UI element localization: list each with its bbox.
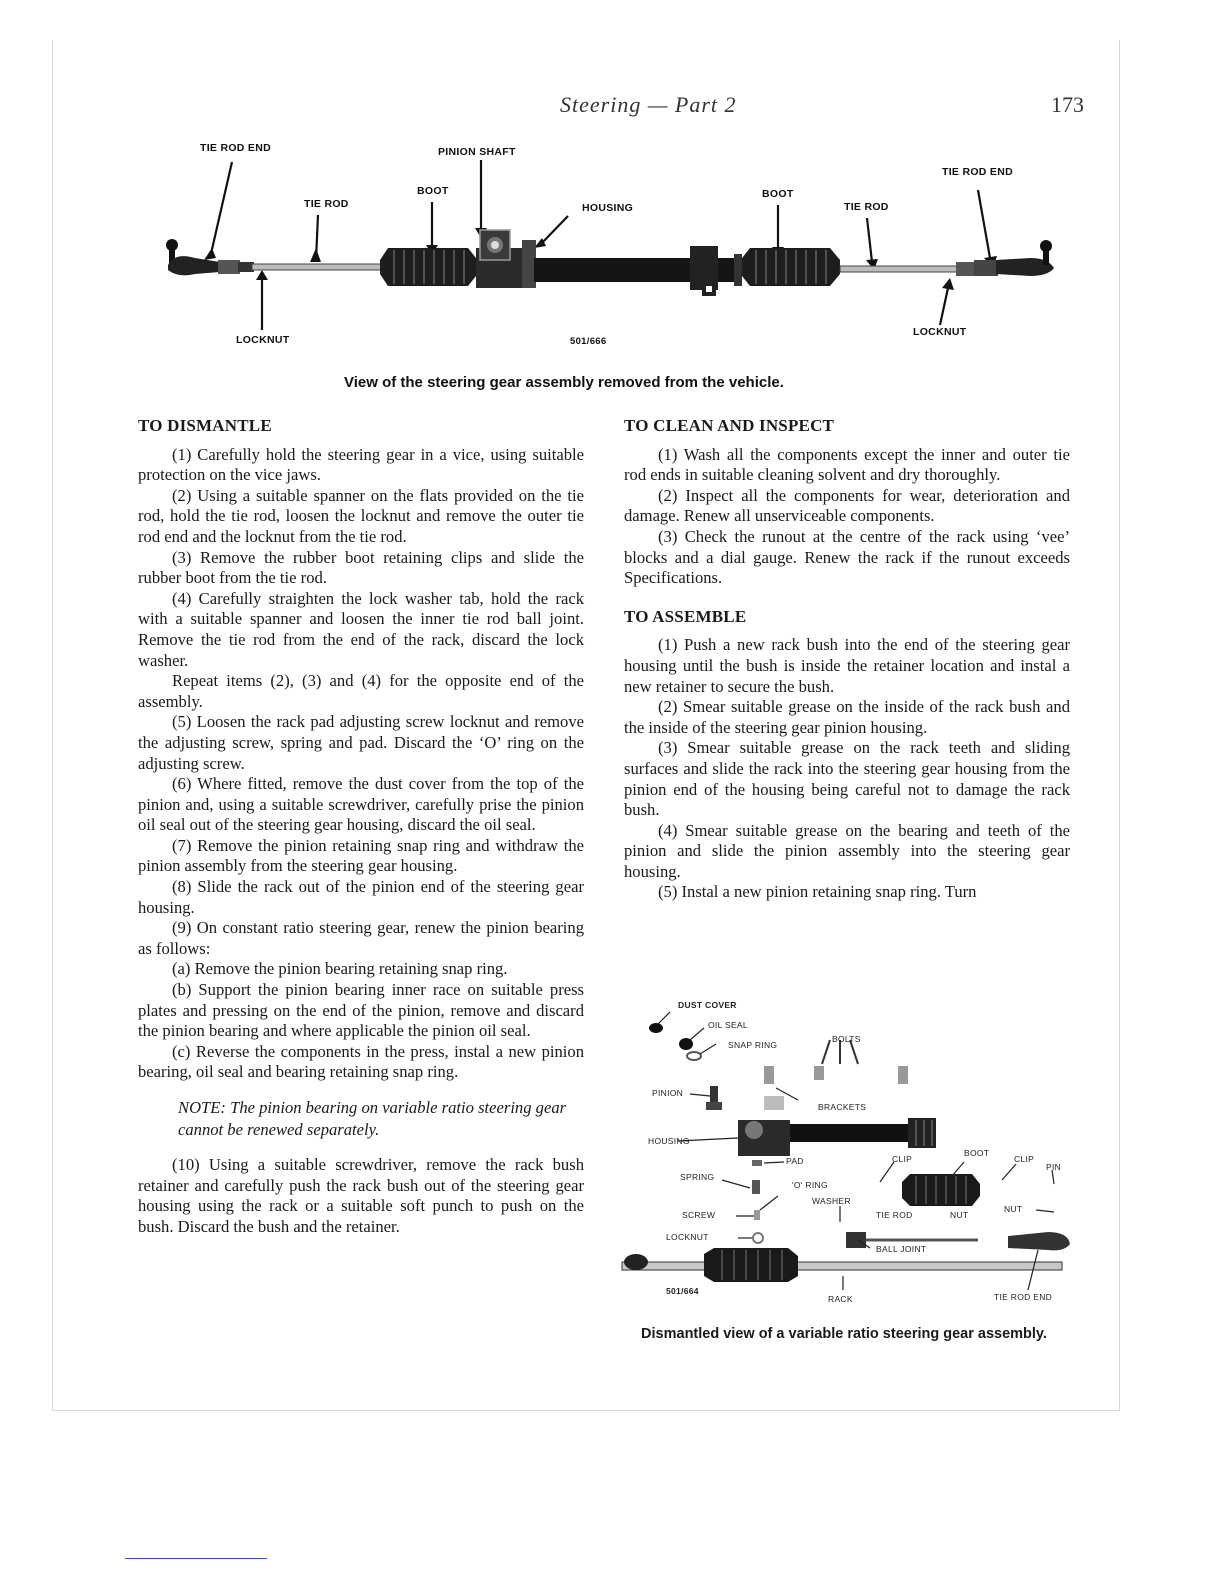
- label-bolts: BOLTS: [832, 1034, 861, 1044]
- label-nut-2: NUT: [1004, 1204, 1023, 1214]
- paragraph: (7) Remove the pinion retaining snap ring and withdraw the pinion assembly from the steering gear housing.: [138, 835, 584, 876]
- label-pad: PAD: [786, 1156, 804, 1166]
- figure-2-caption: Dismantled view of a variable ratio steering gear assembly.: [641, 1326, 1047, 1342]
- heading-to-clean-and-inspect: TO CLEAN AND INSPECT: [624, 416, 835, 435]
- label-locknut-fig2: LOCKNUT: [666, 1232, 709, 1242]
- label-clip-1: CLIP: [892, 1154, 913, 1164]
- label-pinion: PINION: [652, 1088, 684, 1098]
- label-washer: WASHER: [812, 1196, 851, 1206]
- paragraph: (b) Support the pinion bearing inner race on suitable press plates and pressing on the end of the pinion, remove and discard the pinion bearing and where applicable the pinion oil seal.: [138, 980, 584, 1041]
- label-brackets: BRACKETS: [818, 1102, 867, 1112]
- paragraph: (5) Loosen the rack pad adjusting screw locknut and remove the adjusting screw, spring and pad. Discard the ‘O’ ring on the adjusting screw.: [138, 712, 584, 773]
- steering-gear-illustration: [150, 150, 1070, 350]
- paragraph: (3) Smear suitable grease on the rack teeth and sliding surfaces and slide the rack into the steering gear housing from the pinion end of the housing being careful not to damage the rack bush.: [624, 738, 1070, 820]
- label-locknut-left: LOCKNUT: [236, 334, 290, 346]
- column-left: [138, 416, 584, 1237]
- label-oil-seal: OIL SEAL: [708, 1020, 748, 1030]
- dismantled-steering-gear-illustration: [618, 1000, 1074, 1310]
- label-housing-fig2: HOUSING: [648, 1136, 690, 1146]
- label-dust-cover: DUST COVER: [678, 1000, 737, 1010]
- figure-ref-number: 501/666: [570, 336, 607, 347]
- label-pin: PIN: [1046, 1162, 1062, 1172]
- paragraph: (1) Wash all the components except the inner and outer tie rod ends in suitable cleaning solvent and dry thoroughly.: [624, 444, 1070, 485]
- paragraph: (2) Inspect all the components for wear, deterioration and damage. Renew all unserviceable components.: [624, 485, 1070, 526]
- label-tie-rod-end-left: TIE ROD END: [200, 142, 271, 154]
- label-locknut-right: LOCKNUT: [913, 326, 967, 338]
- paragraph: (4) Carefully straighten the lock washer tab, hold the rack with a suitable spanner and loosen the inner tie rod ball joint. Remove the tie rod from the end of the rack, discard the lock washer.: [138, 588, 584, 670]
- heading-to-dismantle: TO DISMANTLE: [138, 416, 272, 435]
- label-clip-2: CLIP: [1014, 1154, 1035, 1164]
- paragraph: (4) Smear suitable grease on the bearing and teeth of the pinion and slide the pinion assembly into the steering gear housing.: [624, 820, 1070, 881]
- column-right: [624, 416, 1070, 903]
- paragraph: (2) Using a suitable spanner on the flats provided on the tie rod, hold the tie rod, loosen the locknut and remove the outer tie rod end and the locknut from the tie rod.: [138, 485, 584, 546]
- paragraph: (a) Remove the pinion bearing retaining snap ring.: [172, 959, 508, 979]
- paragraph: (c) Reverse the components in the press, instal a new pinion bearing, oil seal and bearing retaining snap ring.: [138, 1041, 584, 1082]
- label-snap-ring: SNAP RING: [728, 1040, 778, 1050]
- note: NOTE: The pinion bearing on variable ratio steering gear cannot be renewed separately.: [178, 1098, 567, 1139]
- paragraph: (6) Where fitted, remove the dust cover from the top of the pinion and, using a suitable screwdriver, carefully prise the pinion oil seal out of the steering gear housing, discard the oil seal.: [138, 774, 584, 835]
- label-housing: HOUSING: [582, 202, 634, 214]
- heading-to-assemble: TO ASSEMBLE: [624, 606, 747, 626]
- label-rack: RACK: [828, 1294, 853, 1304]
- paragraph: Repeat items (2), (3) and (4) for the opposite end of the assembly.: [138, 671, 584, 711]
- label-nut-1: NUT: [950, 1210, 969, 1220]
- paragraph: (3) Check the runout at the centre of the rack using ‘vee’ blocks and a dial gauge. Renew the rack if the runout exceeds Specifications.: [624, 526, 1070, 588]
- paragraph: (10) Using a suitable screwdriver, remove the rack bush retainer and carefully push the rack bush out of the steering gear housing using the rack or a suitable soft punch to push on the bush. Discard the bush and the retainer.: [138, 1155, 584, 1236]
- label-ball-joint: BALL JOINT: [876, 1244, 927, 1254]
- label-boot-fig2: BOOT: [964, 1148, 990, 1158]
- paragraph: (5) Instal a new pinion retaining snap ring. Turn: [658, 882, 977, 902]
- label-spring: SPRING: [680, 1172, 715, 1182]
- figure-caption: View of the steering gear assembly removed from the vehicle.: [344, 374, 784, 391]
- label-boot-right: BOOT: [762, 188, 794, 200]
- label-screw: SCREW: [682, 1210, 716, 1220]
- running-header-title: Steering — Part 2: [560, 92, 737, 117]
- paragraph: (3) Remove the rubber boot retaining clips and slide the rubber boot from the tie rod.: [138, 547, 584, 588]
- figure-2-ref-number: 501/664: [666, 1286, 699, 1296]
- label-tie-rod-end-right: TIE ROD END: [942, 166, 1013, 178]
- paragraph: (1) Push a new rack bush into the end of the steering gear housing until the bush is inside the retainer location and instal a new retainer to secure the bush.: [624, 635, 1070, 696]
- label-o-ring: 'O' RING: [792, 1180, 828, 1190]
- paragraph: (8) Slide the rack out of the pinion end of the steering gear housing.: [138, 877, 584, 917]
- label-pinion-shaft: PINION SHAFT: [438, 146, 516, 158]
- label-tie-rod-fig2: TIE ROD: [876, 1210, 913, 1220]
- page-number: 173: [1051, 92, 1084, 117]
- paragraph: (9) On constant ratio steering gear, renew the pinion bearing as follows:: [138, 918, 584, 958]
- label-tie-rod-left: TIE ROD: [304, 198, 349, 210]
- label-tie-rod-right: TIE ROD: [844, 201, 889, 213]
- footer-rule: [125, 1558, 267, 1559]
- paragraph: (2) Smear suitable grease on the inside of the rack bush and the inside of the steering gear pinion housing.: [624, 697, 1070, 737]
- paragraph: (1) Carefully hold the steering gear in a vice, using suitable protection on the vice jaws.: [138, 444, 584, 485]
- label-tie-rod-end-fig2: TIE ROD END: [994, 1292, 1053, 1302]
- label-boot-left: BOOT: [417, 185, 449, 197]
